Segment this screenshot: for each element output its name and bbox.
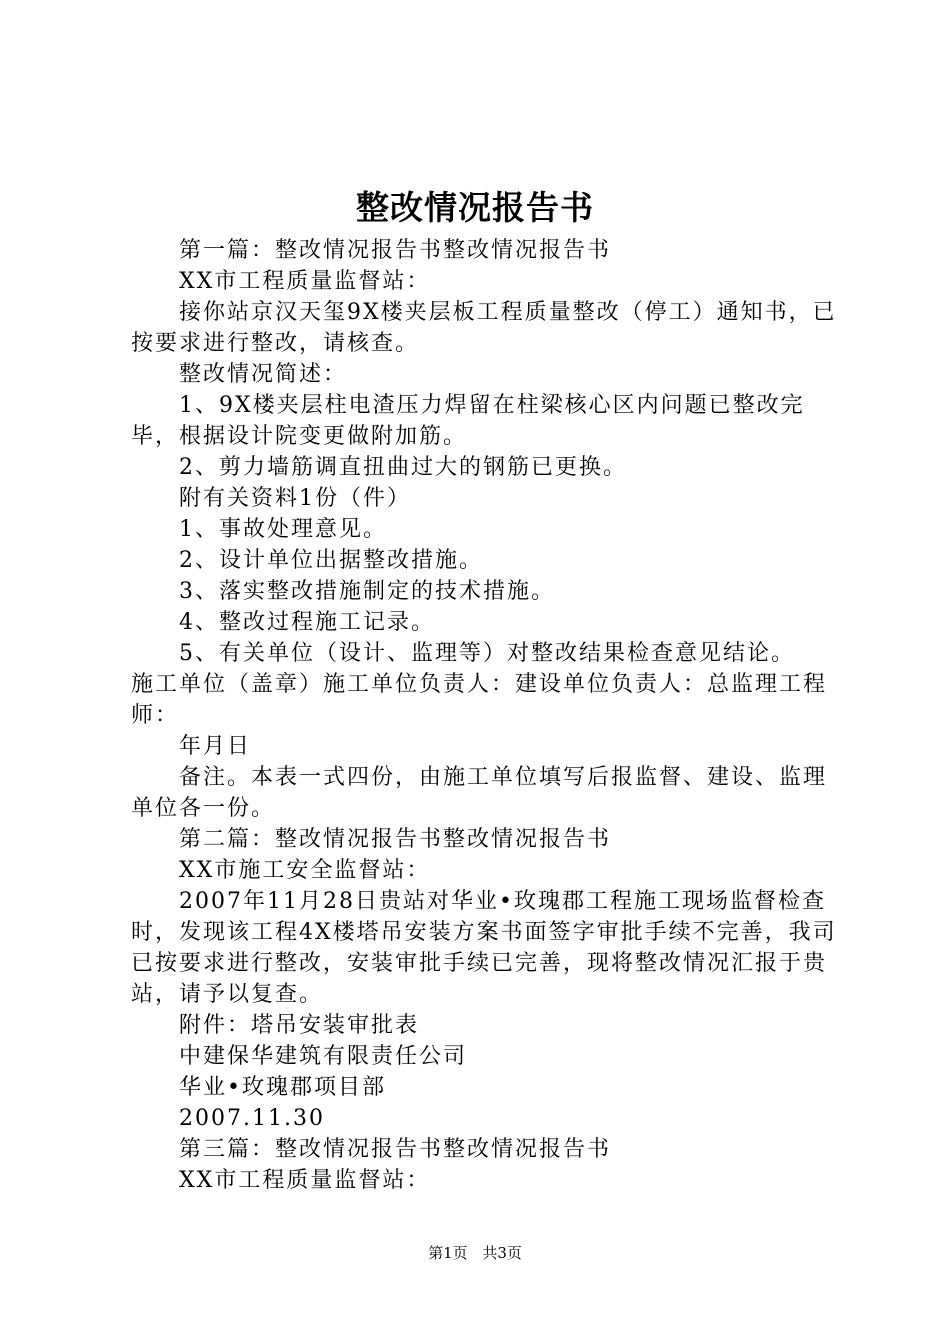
paragraph: 年月日 bbox=[179, 734, 252, 759]
paragraph: 附有关资料1份（件） bbox=[179, 486, 411, 511]
document-title: 整改情况报告书 bbox=[356, 188, 594, 227]
paragraph: 第三篇：整改情况报告书整改情况报告书 bbox=[179, 1137, 612, 1162]
paragraph: 中建保华建筑有限责任公司 bbox=[179, 1044, 468, 1069]
paragraph: 5、有关单位（设计、监理等）对整改结果检查意见结论。 bbox=[179, 641, 795, 666]
paragraph: 2、剪力墙筋调直扭曲过大的钢筋已更换。 bbox=[179, 455, 627, 480]
paragraph: 2007.11.30 bbox=[179, 1106, 325, 1131]
paragraph: 施工单位（盖章）施工单位负责人：建设单位负责人：总监理工程师： bbox=[131, 672, 828, 728]
paragraph: XX市工程质量监督站： bbox=[179, 269, 431, 294]
paragraph: 4、整改过程施工记录。 bbox=[179, 610, 435, 635]
document-body bbox=[131, 235, 843, 1196]
paragraph: 1、事故处理意见。 bbox=[179, 517, 387, 542]
page-footer bbox=[0, 1243, 950, 1263]
paragraph: 华业•玫瑰郡项目部 bbox=[179, 1075, 386, 1100]
paragraph: 第二篇：整改情况报告书整改情况报告书 bbox=[179, 827, 612, 852]
paragraph: XX市工程质量监督站： bbox=[179, 1168, 431, 1193]
page-number: 第1页 bbox=[428, 1244, 468, 1262]
paragraph: 备注。本表一式四份，由施工单位填写后报监督、建设、监理单位各一份。 bbox=[131, 765, 828, 821]
page-total: 共3页 bbox=[482, 1244, 522, 1262]
paragraph: 接你站京汉天玺9X楼夹层板工程质量整改（停工）通知书，已按要求进行整改，请核查。 bbox=[131, 300, 837, 356]
paragraph: 3、落实整改措施制定的技术措施。 bbox=[179, 579, 555, 604]
paragraph: XX市施工安全监督站： bbox=[179, 858, 431, 883]
paragraph: 整改情况简述： bbox=[179, 362, 348, 387]
paragraph: 第一篇：整改情况报告书整改情况报告书 bbox=[179, 238, 612, 263]
paragraph: 附件：塔吊安装审批表 bbox=[179, 1013, 420, 1038]
paragraph: 1、9X楼夹层柱电渣压力焊留在柱梁核心区内问题已整改完毕，根据设计院变更做附加筋。 bbox=[131, 393, 805, 449]
paragraph: 2007年11月28日贵站对华业•玫瑰郡工程施工现场监督检查时，发现该工程4X楼塔吊安装方案书面签字审批手续不完善，我司已按要求进行整改，安装审批手续已完善，现将整改情况汇报于贵站，请予以复查。 bbox=[131, 889, 837, 1007]
paragraph: 2、设计单位出据整改措施。 bbox=[179, 548, 483, 573]
